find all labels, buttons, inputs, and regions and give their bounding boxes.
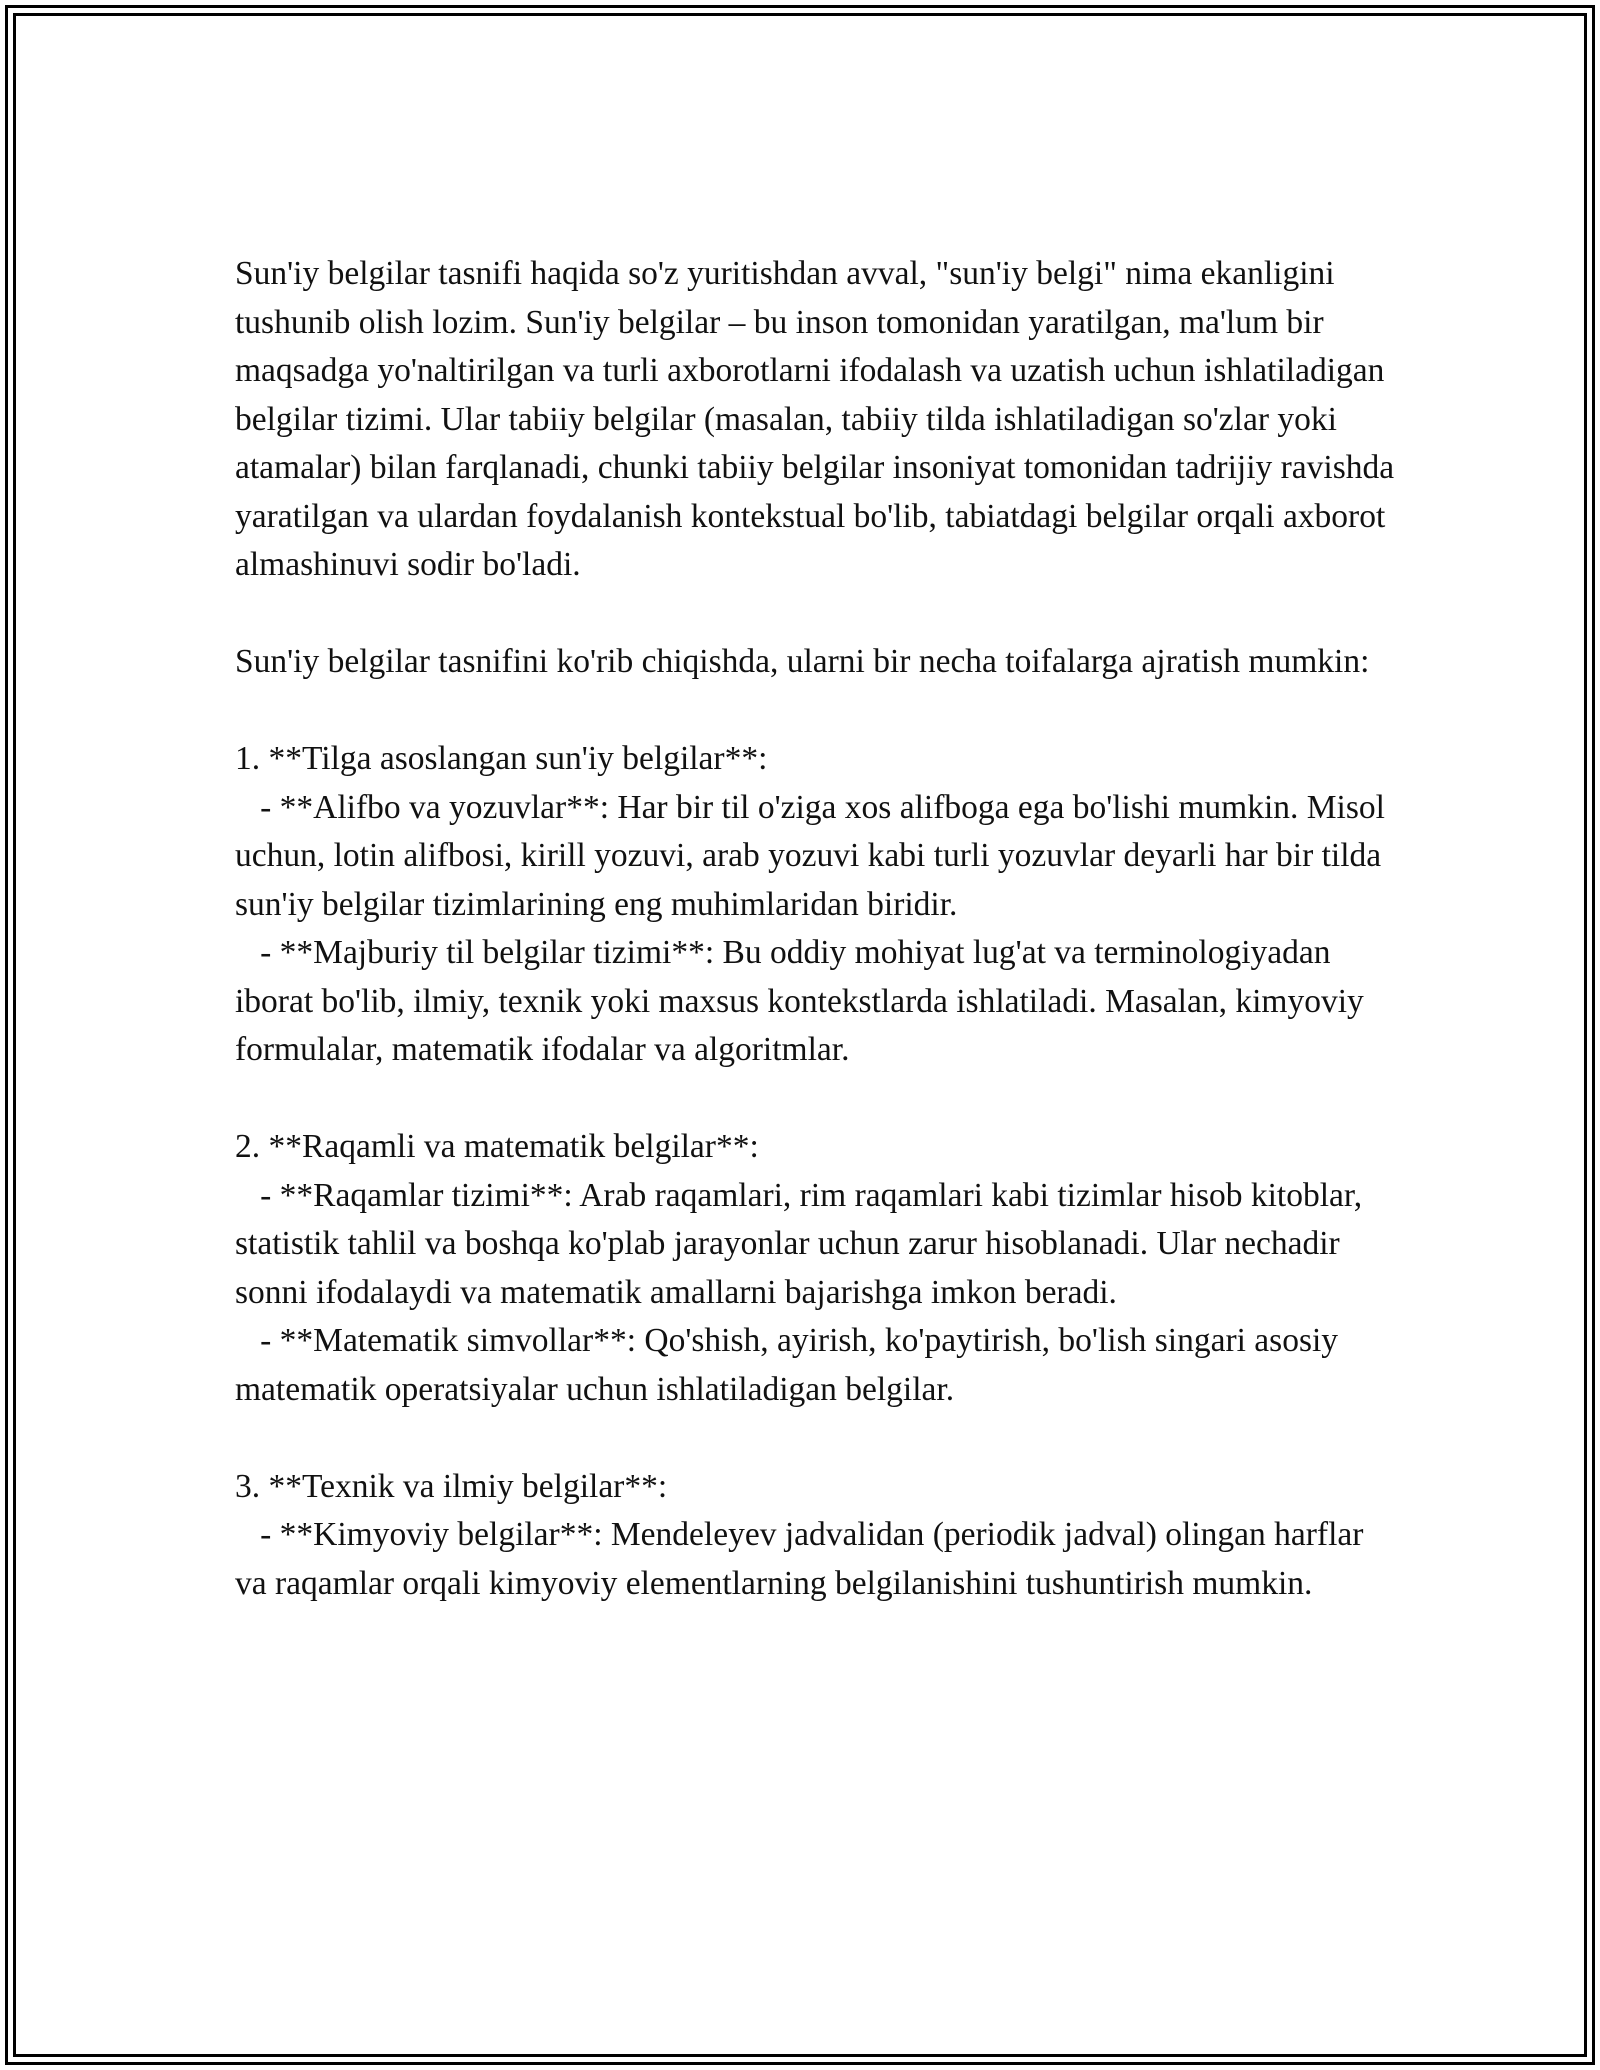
document-body-text: Sun'iy belgilar tasnifi haqida so'z yuritishdan avval, "sun'iy belgi" nima ekanligini tushunib olish lozim. Sun'iy belgilar – bu inson tomonidan yaratilgan, ma'lum bir maqsadga yo'naltirilgan va turli axborotlarni ifodalash va uzatish uchun ishlatiladigan belgilar tizimi. Ular tabiiy belgilar (masalan, tabiiy tilda ishlatiladigan so'zlar yoki atamalar) bilan farqlanadi, chunki tabiiy belgilar insoniyat tomonidan tadrijiy ravishda yaratilgan va ulardan foydalanish kontekstual bo'lib, tabiatdagi belgilar orqali axborot almashinuvi sodir bo'ladi. Sun'iy belgilar tasnifini ko'rib chiqishda, ularni bir necha toifalarga ajratish mumkin: 1. **Tilga asoslangan sun'iy belgilar**: - **Alifbo va yozuvlar**: Har bir til o'ziga xos alifboga ega bo'lishi mumkin. Misol uchun, lotin alifbosi, kirill yozuvi, arab yozuvi kabi turli yozuvlar deyarli har bir tilda sun'iy belgilar tizimlarining eng muhimlaridan biridir. - **Majburiy til belgilar tizimi**: Bu oddiy mohiyat lug'at va terminologiyadan iborat bo'lib, ilmiy, texnik yoki maxsus kontekstlarda ishlatiladi. Masalan, kimyoviy formulalar, matematik ifodalar va algoritmlar. 2. **Raqamli va matematik belgilar**: - **Raqamlar tizimi**: Arab raqamlari, rim raqamlari kabi tizimlar hisob kitoblar, statistik tahlil va boshqa ko'plab jarayonlar uchun zarur hisoblanadi. Ular nechadir sonni ifodalaydi va matematik amallarni bajarishga imkon beradi. - **Matematik simvollar**: Qo'shish, ayirish, ko'paytirish, bo'lish singari asosiy matematik operatsiyalar uchun ishlatiladigan belgilar. 3. **Texnik va ilmiy belgilar**: - **Kimyoviy belgilar**: Mendeleyev jadvalidan (periodik jadval) olingan harflar va raqamlar orqali kimyoviy elementlarning belgilanishini tushuntirish mumkin. (235, 255, 1395, 1602)
